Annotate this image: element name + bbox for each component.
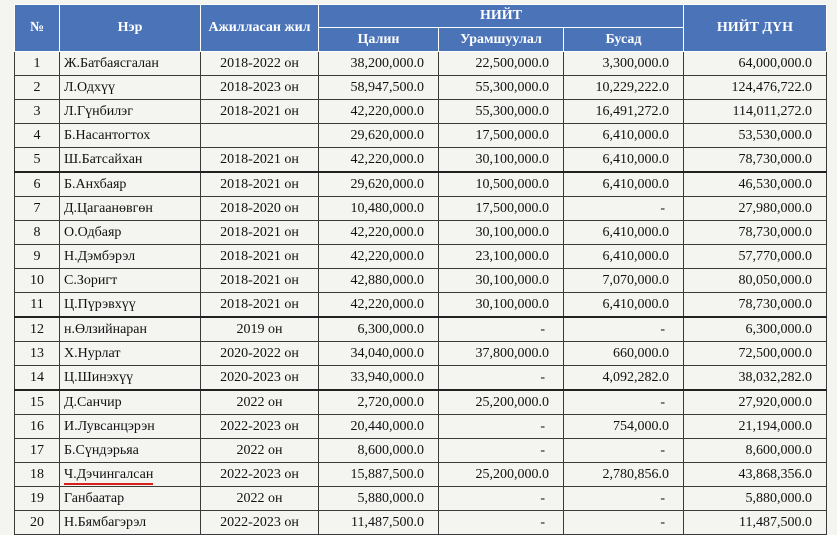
cell-other: -	[564, 317, 684, 342]
table-row	[15, 124, 827, 148]
cell-years: 2020-2023 он	[201, 366, 319, 391]
cell-bonus: 37,800,000.0	[439, 342, 564, 366]
cell-bonus: 17,500,000.0	[439, 197, 564, 221]
cell-total: 78,730,000.0	[684, 148, 827, 173]
cell-total: 53,530,000.0	[684, 124, 827, 148]
table-row	[15, 76, 827, 100]
table-row	[15, 439, 827, 463]
cell-bonus: 30,100,000.0	[439, 221, 564, 245]
cell-total: 80,050,000.0	[684, 269, 827, 293]
cell-no: 12	[15, 317, 60, 342]
cell-no: 4	[15, 124, 60, 148]
cell-salary: 42,220,000.0	[319, 293, 439, 318]
cell-no: 1	[15, 52, 60, 76]
cell-other: 10,229,222.0	[564, 76, 684, 100]
cell-years: 2022-2023 он	[201, 463, 319, 487]
cell-bonus: -	[439, 317, 564, 342]
cell-name: Д.Цагаанөвгөн	[60, 197, 201, 221]
cell-years: 2018-2021 он	[201, 293, 319, 318]
cell-name: Ц.Пүрэвхүү	[60, 293, 201, 318]
cell-other: 6,410,000.0	[564, 148, 684, 173]
cell-other: -	[564, 487, 684, 511]
cell-salary: 10,480,000.0	[319, 197, 439, 221]
table-row	[15, 197, 827, 221]
table-row	[15, 293, 827, 318]
cell-no: 3	[15, 100, 60, 124]
cell-other: 6,410,000.0	[564, 172, 684, 197]
cell-total: 21,194,000.0	[684, 415, 827, 439]
cell-other: 6,410,000.0	[564, 293, 684, 318]
cell-other: 660,000.0	[564, 342, 684, 366]
table-row	[15, 221, 827, 245]
cell-years: 2022 он	[201, 390, 319, 415]
cell-name	[60, 463, 201, 487]
table-row	[15, 511, 827, 535]
cell-no: 5	[15, 148, 60, 173]
cell-bonus: 22,500,000.0	[439, 52, 564, 76]
cell-bonus: -	[439, 487, 564, 511]
cell-name: Л.Одхүү	[60, 76, 201, 100]
cell-total: 57,770,000.0	[684, 245, 827, 269]
cell-bonus: 17,500,000.0	[439, 124, 564, 148]
cell-other: 2,780,856.0	[564, 463, 684, 487]
cell-total: 124,476,722.0	[684, 76, 827, 100]
table-row	[15, 415, 827, 439]
table-row	[15, 148, 827, 173]
cell-other: 4,092,282.0	[564, 366, 684, 391]
cell-total: 5,880,000.0	[684, 487, 827, 511]
cell-other: -	[564, 197, 684, 221]
cell-salary: 42,220,000.0	[319, 245, 439, 269]
cell-salary: 34,040,000.0	[319, 342, 439, 366]
cell-years: 2022-2023 он	[201, 415, 319, 439]
cell-other: 3,300,000.0	[564, 52, 684, 76]
cell-total: 64,000,000.0	[684, 52, 827, 76]
cell-no: 2	[15, 76, 60, 100]
cell-total: 78,730,000.0	[684, 221, 827, 245]
spreadsheet	[14, 4, 827, 535]
cell-other: 6,410,000.0	[564, 221, 684, 245]
cell-years: 2018-2021 он	[201, 172, 319, 197]
col-header-grand-total: НИЙТ ДҮН	[684, 5, 827, 52]
col-header-total-group: НИЙТ	[319, 5, 684, 28]
cell-bonus: 10,500,000.0	[439, 172, 564, 197]
col-header-name: Нэр	[60, 5, 201, 52]
col-header-other: Бусад	[564, 28, 684, 52]
cell-salary: 33,940,000.0	[319, 366, 439, 391]
cell-no: 11	[15, 293, 60, 318]
cell-years: 2018-2020 он	[201, 197, 319, 221]
table-row	[15, 487, 827, 511]
table-row	[15, 52, 827, 76]
cell-no: 13	[15, 342, 60, 366]
cell-no: 6	[15, 172, 60, 197]
cell-bonus: -	[439, 415, 564, 439]
table-row	[15, 342, 827, 366]
cell-years: 2018-2021 он	[201, 148, 319, 173]
cell-other: 16,491,272.0	[564, 100, 684, 124]
cell-salary: 20,440,000.0	[319, 415, 439, 439]
cell-total: 11,487,500.0	[684, 511, 827, 535]
cell-no: 19	[15, 487, 60, 511]
cell-name: Д.Санчир	[60, 390, 201, 415]
cell-other: -	[564, 511, 684, 535]
table-row	[15, 463, 827, 487]
cell-other: 7,070,000.0	[564, 269, 684, 293]
cell-total: 38,032,282.0	[684, 366, 827, 391]
cell-name: Б.Насантогтох	[60, 124, 201, 148]
cell-total: 72,500,000.0	[684, 342, 827, 366]
cell-years: 2022 он	[201, 487, 319, 511]
cell-bonus: 23,100,000.0	[439, 245, 564, 269]
cell-name: Б.Сүндэрьяа	[60, 439, 201, 463]
cell-other: 6,410,000.0	[564, 245, 684, 269]
cell-salary: 29,620,000.0	[319, 124, 439, 148]
cell-bonus: 30,100,000.0	[439, 148, 564, 173]
cell-bonus: -	[439, 439, 564, 463]
cell-total: 27,980,000.0	[684, 197, 827, 221]
cell-no: 15	[15, 390, 60, 415]
cell-no: 17	[15, 439, 60, 463]
cell-salary: 8,600,000.0	[319, 439, 439, 463]
cell-bonus: 30,100,000.0	[439, 293, 564, 318]
cell-no: 20	[15, 511, 60, 535]
cell-salary: 15,887,500.0	[319, 463, 439, 487]
cell-salary: 42,220,000.0	[319, 148, 439, 173]
cell-other: -	[564, 439, 684, 463]
salary-table	[14, 4, 827, 535]
cell-salary: 42,220,000.0	[319, 221, 439, 245]
cell-years: 2019 он	[201, 317, 319, 342]
cell-salary: 38,200,000.0	[319, 52, 439, 76]
cell-salary: 58,947,500.0	[319, 76, 439, 100]
col-header-salary: Цалин	[319, 28, 439, 52]
cell-no: 16	[15, 415, 60, 439]
cell-other: -	[564, 390, 684, 415]
cell-no: 9	[15, 245, 60, 269]
cell-no: 10	[15, 269, 60, 293]
cell-salary: 2,720,000.0	[319, 390, 439, 415]
cell-bonus: -	[439, 366, 564, 391]
col-header-bonus: Урамшуулал	[439, 28, 564, 52]
cell-salary: 5,880,000.0	[319, 487, 439, 511]
cell-bonus: -	[439, 511, 564, 535]
cell-no: 7	[15, 197, 60, 221]
cell-salary: 11,487,500.0	[319, 511, 439, 535]
cell-years: 2018-2022 он	[201, 52, 319, 76]
cell-total: 43,868,356.0	[684, 463, 827, 487]
cell-name: С.Зоригт	[60, 269, 201, 293]
cell-bonus: 55,300,000.0	[439, 76, 564, 100]
cell-name: н.Өлзийнаран	[60, 317, 201, 342]
cell-name: Ц.Шинэхүү	[60, 366, 201, 391]
table-row	[15, 100, 827, 124]
cell-salary: 42,220,000.0	[319, 100, 439, 124]
cell-years: 2018-2021 он	[201, 245, 319, 269]
cell-bonus: 55,300,000.0	[439, 100, 564, 124]
cell-name: Б.Анхбаяр	[60, 172, 201, 197]
table-row	[15, 172, 827, 197]
cell-name: Х.Нурлат	[60, 342, 201, 366]
cell-salary: 6,300,000.0	[319, 317, 439, 342]
cell-salary: 42,880,000.0	[319, 269, 439, 293]
cell-total: 8,600,000.0	[684, 439, 827, 463]
header-row-top	[15, 5, 827, 28]
table-row	[15, 269, 827, 293]
cell-name: Л.Гүнбилэг	[60, 100, 201, 124]
cell-other: 6,410,000.0	[564, 124, 684, 148]
cell-name: Ш.Батсайхан	[60, 148, 201, 173]
cell-bonus: 30,100,000.0	[439, 269, 564, 293]
cell-name: И.Лувсанцэрэн	[60, 415, 201, 439]
cell-years: 2022-2023 он	[201, 511, 319, 535]
cell-bonus: 25,200,000.0	[439, 390, 564, 415]
cell-other: 754,000.0	[564, 415, 684, 439]
cell-name: О.Одбаяр	[60, 221, 201, 245]
table-row	[15, 390, 827, 415]
cell-no: 8	[15, 221, 60, 245]
cell-no: 14	[15, 366, 60, 391]
cell-name: Н.Бямбагэрэл	[60, 511, 201, 535]
col-header-years: Ажилласан жил	[201, 5, 319, 52]
cell-name: Ж.Батбаясгалан	[60, 52, 201, 76]
cell-name: Н.Дэмбэрэл	[60, 245, 201, 269]
cell-years: 2022 он	[201, 439, 319, 463]
cell-no: 18	[15, 463, 60, 487]
cell-name: Ганбаатар	[60, 487, 201, 511]
cell-years: 2018-2021 он	[201, 221, 319, 245]
cell-years: 2020-2022 он	[201, 342, 319, 366]
cell-total: 78,730,000.0	[684, 293, 827, 318]
cell-years	[201, 124, 319, 148]
table-row	[15, 366, 827, 391]
cell-years: 2018-2021 он	[201, 100, 319, 124]
cell-total: 114,011,272.0	[684, 100, 827, 124]
table-row	[15, 245, 827, 269]
cell-salary: 29,620,000.0	[319, 172, 439, 197]
table-body	[15, 52, 827, 535]
table-row	[15, 317, 827, 342]
cell-total: 6,300,000.0	[684, 317, 827, 342]
cell-bonus: 25,200,000.0	[439, 463, 564, 487]
col-header-no: №	[15, 5, 60, 52]
cell-years: 2018-2021 он	[201, 269, 319, 293]
highlighted-name: Ч.Дэчингалсан	[64, 467, 153, 485]
cell-total: 46,530,000.0	[684, 172, 827, 197]
cell-total: 27,920,000.0	[684, 390, 827, 415]
cell-years: 2018-2023 он	[201, 76, 319, 100]
